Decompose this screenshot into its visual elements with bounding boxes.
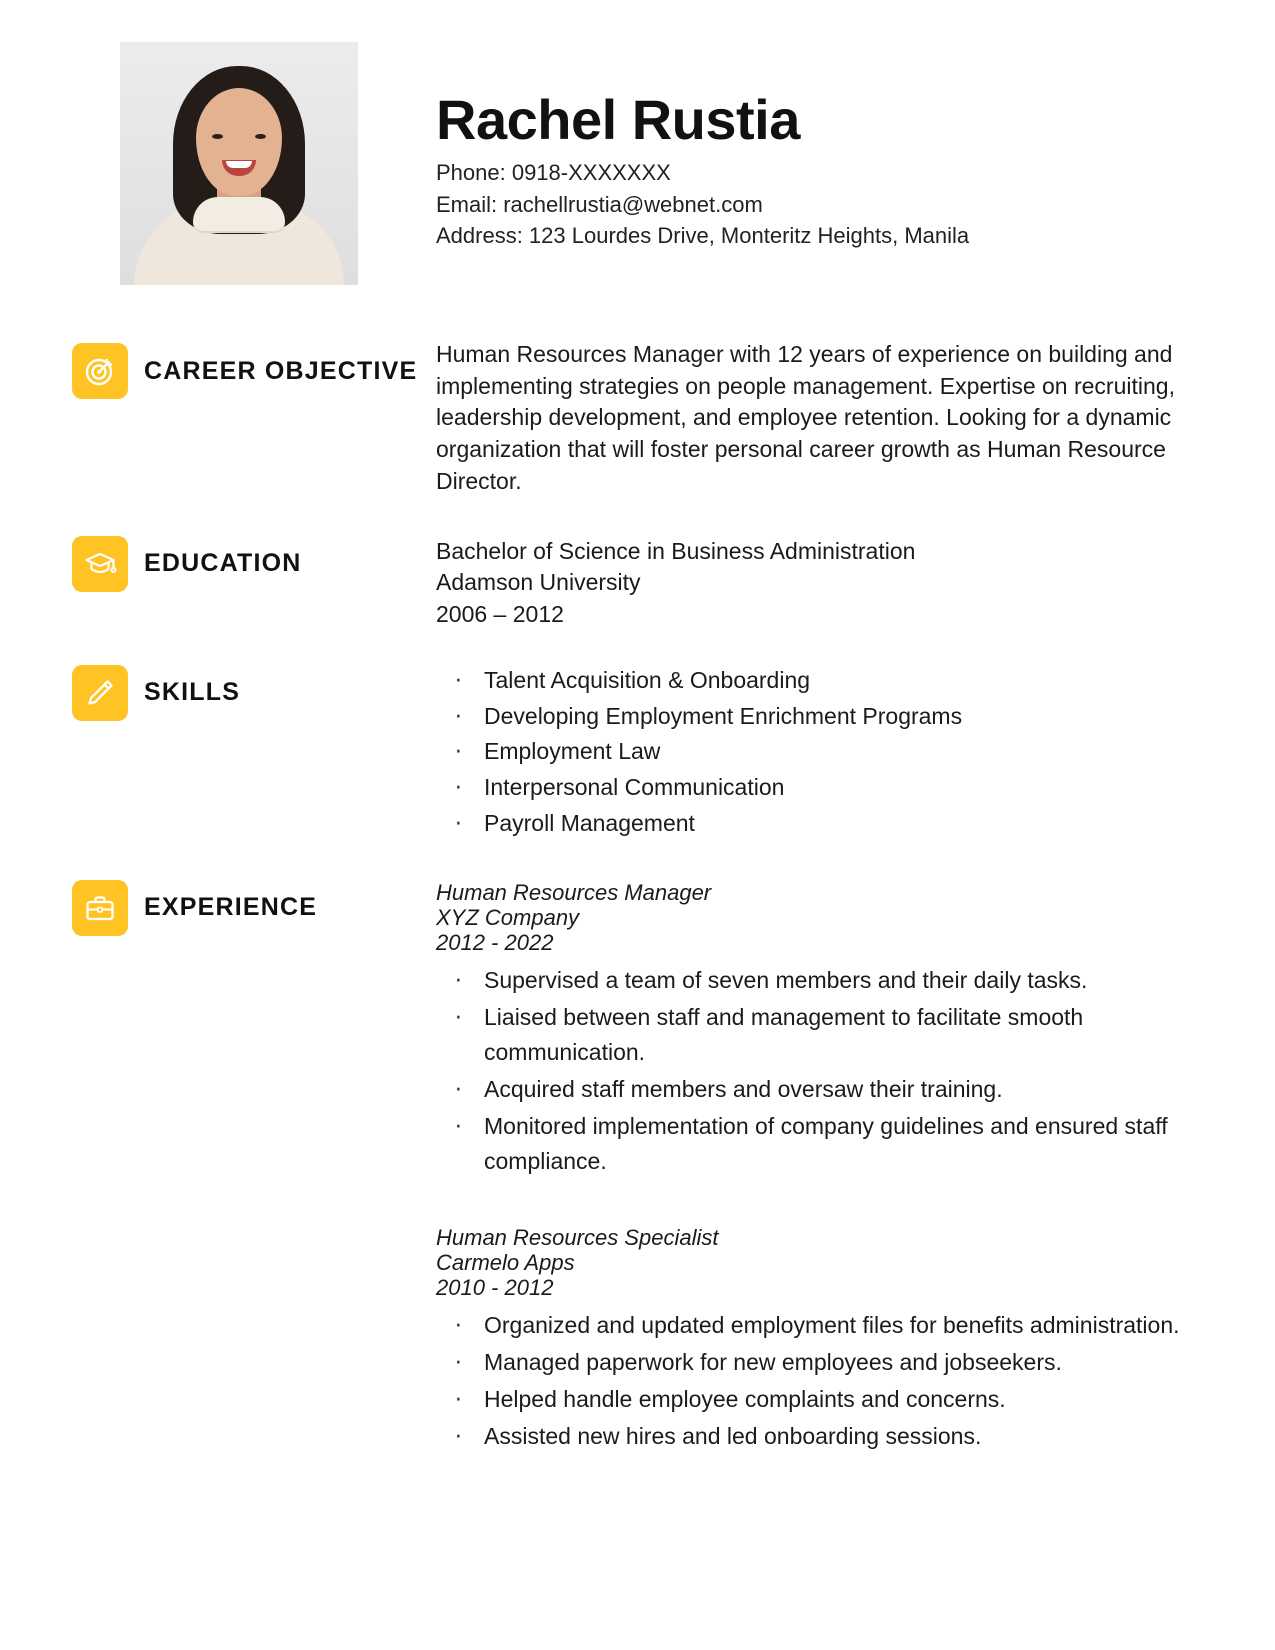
section-education-body	[436, 534, 1215, 631]
contact-email: Email: rachellrustia@webnet.com	[436, 191, 763, 217]
page-title: Rachel Rustia	[436, 88, 800, 151]
portrait-eye-left	[212, 134, 223, 139]
experience-entry	[436, 880, 1215, 1179]
list-item: · Assisted new hires and led onboarding sessions.	[436, 1419, 1215, 1454]
section-title: EDUCATION	[144, 549, 302, 578]
resume-header	[0, 0, 1275, 285]
list-item: · Managed paperwork for new employees and jobseekers.	[436, 1345, 1215, 1380]
list-item: · Helped handle employee complaints and concerns.	[436, 1382, 1215, 1417]
section-title: EXPERIENCE	[144, 893, 318, 922]
experience-dates: 2010 - 2012	[436, 1274, 554, 1300]
experience-dates: 2012 - 2022	[436, 929, 554, 955]
section-experience-body	[436, 878, 1215, 1456]
experience-heading	[436, 1225, 1215, 1300]
portrait-face	[196, 88, 282, 196]
section-title: SKILLS	[144, 678, 241, 707]
education-degree: Bachelor of Science in Business Administration	[436, 537, 916, 564]
experience-company: XYZ Company	[436, 904, 580, 930]
list-item: · Employment Law	[436, 736, 1215, 768]
section-skills-body	[436, 663, 1215, 844]
contact-address: Address: 123 Lourdes Drive, Monteritz Heights, Manila	[436, 222, 970, 248]
section-skills-header	[72, 663, 436, 721]
experience-company: Carmelo Apps	[436, 1249, 575, 1275]
target-icon	[72, 343, 128, 399]
section-career-objective	[0, 337, 1275, 498]
list-item: · Organized and updated employment files for benefits administration.	[436, 1308, 1215, 1343]
list-item: · Interpersonal Communication	[436, 772, 1215, 804]
avatar	[120, 42, 358, 285]
experience-role: Human Resources Manager	[436, 879, 712, 905]
experience-bullets	[436, 963, 1215, 1179]
section-career-objective-header	[72, 337, 436, 399]
list-item: · Monitored implementation of company guidelines and ensured staff compliance.	[436, 1109, 1215, 1179]
section-education-header	[72, 534, 436, 592]
list-item: · Talent Acquisition & Onboarding	[436, 665, 1215, 697]
list-item: · Acquired staff members and oversaw their training.	[436, 1072, 1215, 1107]
pencil-icon	[72, 665, 128, 721]
education-years: 2006 – 2012	[436, 601, 564, 628]
portrait-collar	[193, 197, 285, 233]
section-title: CAREER OBJECTIVE	[144, 356, 418, 385]
list-item: · Developing Employment Enrichment Programs	[436, 701, 1215, 733]
career-objective-text: Human Resources Manager with 12 years of experience on building and implementing strategies on people management. Expertise on recruiting, leadership development, and employee retention. Looking for a dynamic organization that will foster personal career growth as Human Resource Director.	[436, 341, 1175, 494]
section-experience	[0, 878, 1275, 1456]
list-item: · Payroll Management	[436, 808, 1215, 840]
list-item: · Liaised between staff and management to facilitate smooth communication.	[436, 1000, 1215, 1070]
header-text-block	[436, 42, 969, 251]
skills-list	[436, 665, 1215, 840]
experience-bullets	[436, 1308, 1215, 1454]
section-education	[0, 534, 1275, 631]
section-career-objective-body	[436, 337, 1215, 498]
section-skills	[0, 663, 1275, 844]
section-experience-header	[72, 878, 436, 936]
portrait-eye-right	[255, 134, 266, 139]
experience-heading	[436, 880, 1215, 955]
experience-role: Human Resources Specialist	[436, 1224, 719, 1250]
list-item: · Supervised a team of seven members and their daily tasks.	[436, 963, 1215, 998]
briefcase-icon	[72, 880, 128, 936]
contact-phone: Phone: 0918-XXXXXXX	[436, 160, 671, 186]
graduation-cap-icon	[72, 536, 128, 592]
experience-entry	[436, 1225, 1215, 1454]
education-school: Adamson University	[436, 569, 641, 596]
resume-sections	[0, 337, 1275, 1456]
